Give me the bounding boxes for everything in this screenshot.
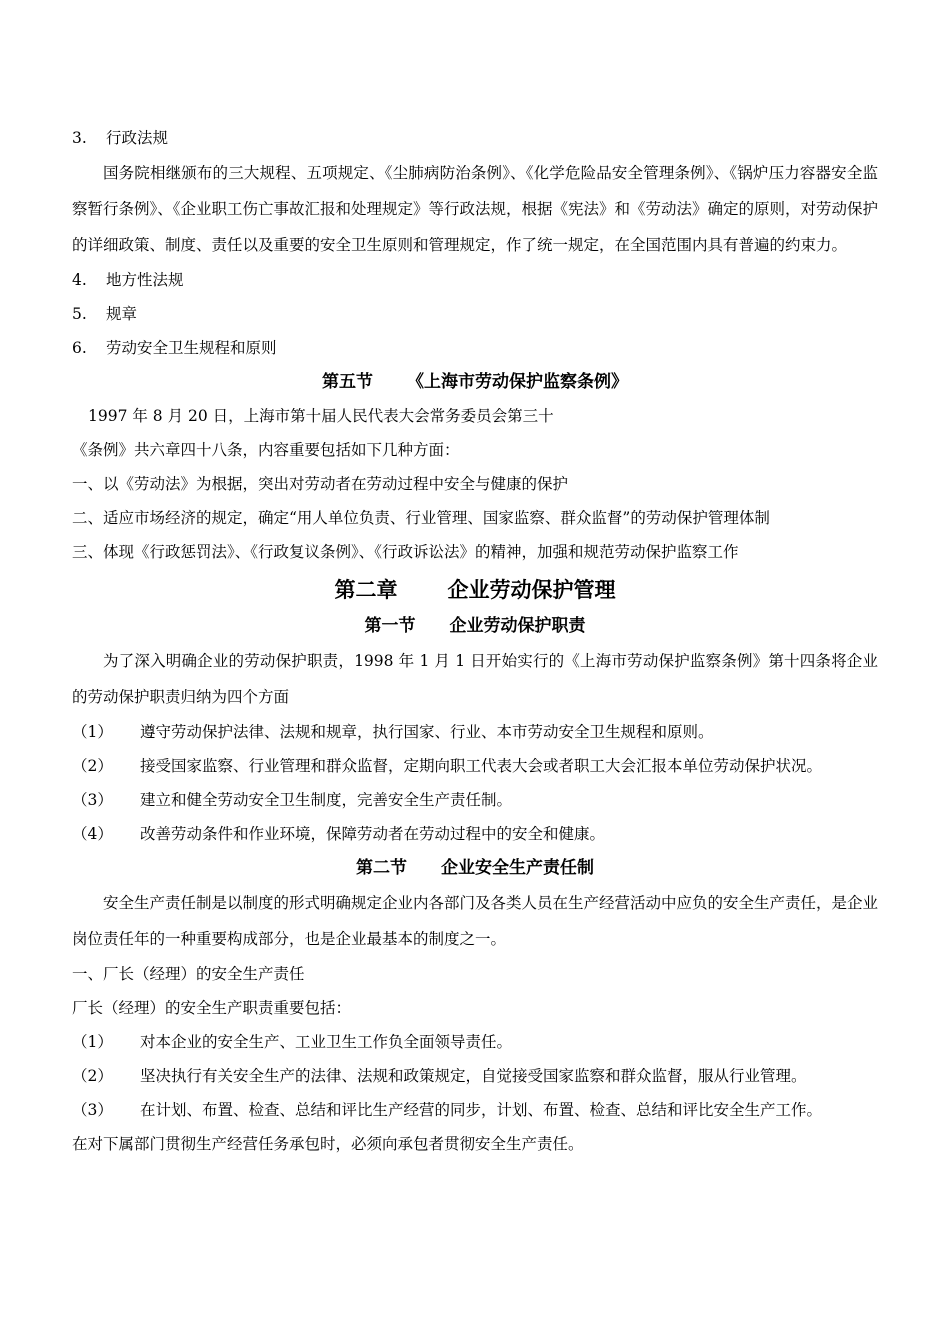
section-label: 第二节 [356,858,407,878]
item-text: 接受国家监察、行业管理和群众监督，定期向职工代表大会或者职工大会汇报本单位劳动保护状况。 [140,757,823,775]
item-title: 地方性法规 [106,271,184,289]
list-item [72,331,878,365]
list-item [72,1093,878,1127]
item-text: 在计划、布置、检查、总结和评比生产经营的同步，计划、布置、检查、总结和评比安全生产工作。 [140,1101,823,1119]
item-title: 行政法规 [106,129,169,147]
section-label: 第一节 [364,616,416,636]
item-number: （4） [72,825,113,843]
item-text: 改善劳动条件和作业环境，保障劳动者在劳动过程中的安全和健康。 [140,825,606,843]
item-number: （1） [72,723,113,741]
section-heading [72,609,878,643]
item-number: 3. [72,129,87,147]
list-item [72,783,878,817]
chapter-heading [72,571,878,609]
section-heading [72,851,878,885]
item-number: （2） [72,1067,113,1085]
list-item: 三、体现《行政惩罚法》、《行政复议条例》、《行政诉讼法》的精神，加强和规范劳动保护监察工作 [72,543,739,561]
list-item [72,121,878,155]
subheading: 一、厂长（经理）的安全生产责任 [72,965,305,983]
item-text: 坚决执行有关安全生产的法律、法规和政策规定，自觉接受国家监察和群众监督，服从行业管理。 [140,1067,807,1085]
item-number: （2） [72,757,113,775]
section-title: 企业劳动保护职责 [449,616,586,636]
list-item [72,263,878,297]
paragraph: 安全生产责任制是以制度的形式明确规定企业内各部门及各类人员在生产经营活动中应负的安全生产责任，是企业岗位责任年的一种重要构成部分，也是企业最基本的制度之一。 [72,894,879,948]
item-number: （3） [72,791,113,809]
paragraph: 1997 年 8 月 20 日，上海市第十届人民代表大会常务委员会第三十 [88,407,554,425]
item-number: 6. [72,339,87,357]
paragraph: 厂长（经理）的安全生产职责重要包括： [72,999,352,1017]
paragraph: 在对下属部门贯彻生产经营任务承包时，必须向承包者贯彻安全生产责任。 [72,1135,584,1153]
document-body [72,121,878,1161]
section-title: 企业安全生产责任制 [441,858,594,878]
chapter-title: 企业劳动保护管理 [447,577,616,602]
list-item: 二、适应市场经济的规定，确定“用人单位负责、行业管理、国家监察、群众监督”的劳动保护管理体制 [72,509,770,527]
item-text: 对本企业的安全生产、工业卫生工作负全面领导责任。 [140,1033,513,1051]
list-item: 一、以《劳动法》为根据，突出对劳动者在劳动过程中安全与健康的保护 [72,475,569,493]
list-item [72,749,878,783]
section-heading [72,365,878,399]
list-item [72,715,878,749]
list-item [72,297,878,331]
paragraph: 国务院相继颁布的三大规程、五项规定、《尘肺病防治条例》、《化学危险品安全管理条例》、《锅炉压力容器安全监察暂行条例》、《企业职工伤亡事故汇报和处理规定》等行政法规，根据《宪法》和《劳动法》确定的原则，对劳动保护的详细政策、制度、责任以及重要的安全卫生原则和管理规定，作了统一规定，在全国范围内具有普遍的约束力。 [72,164,879,254]
paragraph: 《条例》共六章四十八条，内容重要包括如下几种方面： [72,441,460,459]
item-number: （1） [72,1033,113,1051]
item-number: （3） [72,1101,113,1119]
chapter-label: 第二章 [334,577,398,602]
item-title: 规章 [106,305,138,323]
list-item [72,1059,878,1093]
item-number: 4. [72,271,87,289]
paragraph: 为了深入明确企业的劳动保护职责，1998 年 1 月 1 日开始实行的《上海市劳动保护监察条例》第十四条将企业的劳动保护职责归纳为四个方面 [72,652,878,706]
section-title: 《上海市劳动保护监察条例》 [407,372,628,392]
item-number: 5. [72,305,87,323]
list-item [72,817,878,851]
item-text: 遵守劳动保护法律、法规和规章，执行国家、行业、本市劳动安全卫生规程和原则。 [140,723,714,741]
item-title: 劳动安全卫生规程和原则 [106,339,277,357]
section-label: 第五节 [322,372,373,392]
item-text: 建立和健全劳动安全卫生制度，完善安全生产责任制。 [140,791,513,809]
list-item [72,1025,878,1059]
